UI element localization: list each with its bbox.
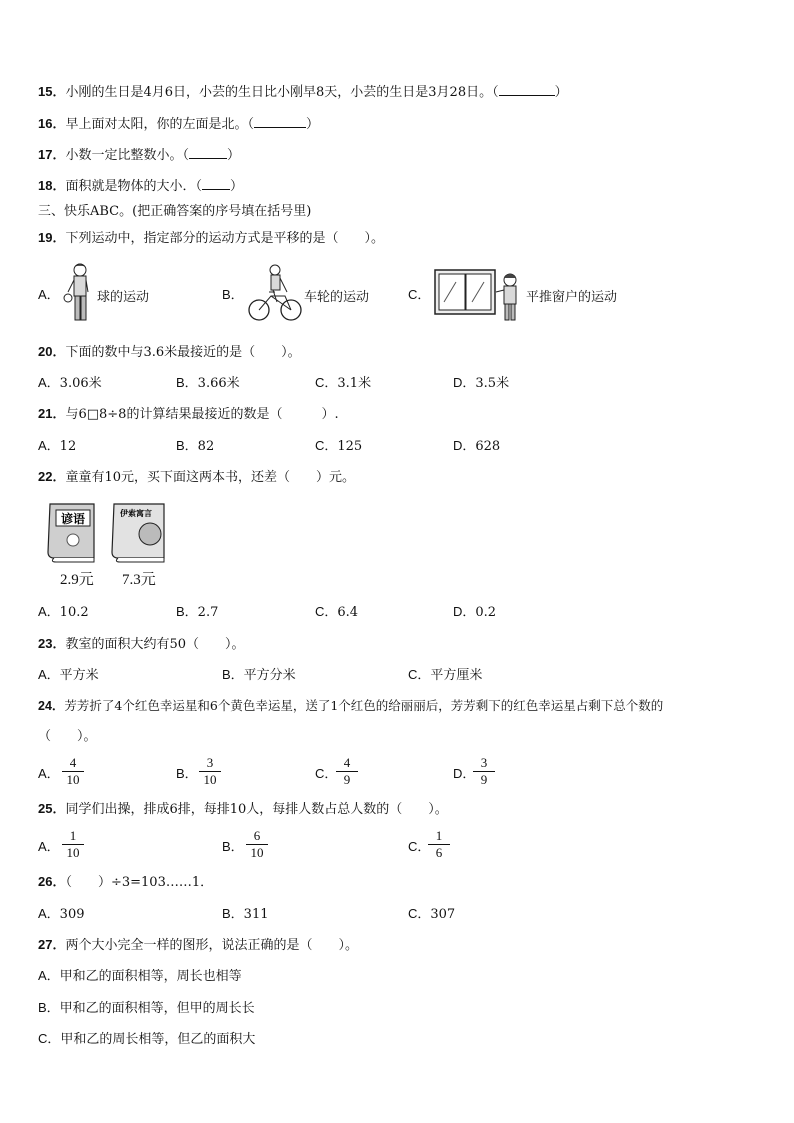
book-price: 7.3元 <box>122 572 156 588</box>
option-a-fraction: $\frac{4}{10}$ <box>62 755 84 788</box>
question-number: 25． <box>38 801 66 816</box>
question-number: 18． <box>38 178 66 193</box>
question-text: 与6□8÷8的计算结果最接近的数是（ ）. <box>65 407 339 422</box>
answer-blank[interactable] <box>202 177 230 190</box>
option-c[interactable]: C．平方厘米 <box>408 667 483 683</box>
question-text: 同学们出操，排成6排，每排10人，每排人数占总人数的（ ）。 <box>65 802 448 817</box>
question-text: 童童有10元，买下面这两本书，还差（ ）元。 <box>65 470 356 485</box>
option-b-fraction: $\frac{6}{10}$ <box>246 828 268 861</box>
option-d[interactable]: D．3.5米 <box>453 375 510 391</box>
option-a[interactable]: A．309 <box>38 906 85 922</box>
question-number: 17． <box>38 147 66 162</box>
question-text: 下列运动中，指定部分的运动方式是平移的是（ ）。 <box>65 231 384 246</box>
option-b[interactable]: B．2.7 <box>176 604 219 620</box>
option-b-text: 车轮的运动 <box>304 290 370 305</box>
question-text: 早上面对太阳，你的左面是北。（ <box>65 117 254 132</box>
option-b[interactable]: B． <box>222 287 244 302</box>
close-paren: ） <box>554 85 568 100</box>
question-text: 小数一定比整数小。（ <box>65 148 189 163</box>
book-proverbs-illustration <box>46 500 100 566</box>
question-24 <box>38 697 663 715</box>
option-b[interactable]: B． <box>222 839 244 854</box>
option-a-fraction: $\frac{1}{10}$ <box>62 828 84 861</box>
option-b[interactable]: B．82 <box>176 438 215 454</box>
boy-bouncing-ball-illustration <box>62 262 102 324</box>
option-c[interactable]: C．125 <box>315 438 363 454</box>
question-25 <box>38 800 448 819</box>
option-c-fraction: $\frac{1}{6}$ <box>428 828 450 861</box>
option-c-text: 平推窗户的运动 <box>526 290 618 305</box>
question-number: 16． <box>38 116 66 131</box>
question-23 <box>38 635 245 654</box>
option-a[interactable]: A． <box>38 766 60 781</box>
answer-blank[interactable] <box>499 83 555 96</box>
answer-blank[interactable] <box>254 115 306 128</box>
option-b[interactable]: B． <box>176 766 198 781</box>
close-paren: ） <box>229 179 243 194</box>
book-aesop-fables-illustration <box>110 500 170 566</box>
close-paren: ） <box>305 117 319 132</box>
question-text: 芳芳折了4个红色幸运星和6个黄色幸运星，送了1个红色的给丽丽后，芳芳剩下的红色幸运星占剩下总个数的 <box>64 698 664 713</box>
option-a[interactable]: A． <box>38 287 60 302</box>
option-c[interactable]: C． <box>408 287 431 302</box>
question-number: 22． <box>38 469 66 484</box>
question-number: 27． <box>38 937 66 952</box>
question-number: 24． <box>38 699 65 713</box>
boy-riding-bicycle-illustration <box>247 262 305 324</box>
question-20 <box>38 343 301 362</box>
option-a-text: 球的运动 <box>97 290 150 305</box>
question-15 <box>38 83 568 102</box>
question-text: 两个大小完全一样的图形，说法正确的是（ ）。 <box>65 938 358 953</box>
question-text: （ ）÷3=103……1． <box>65 875 214 890</box>
option-b[interactable]: B．平方分米 <box>222 667 296 683</box>
option-a[interactable]: A．甲和乙的面积相等，周长也相等 <box>38 968 242 984</box>
option-c[interactable]: C．3.1米 <box>315 375 372 391</box>
option-c-fraction: $\frac{4}{9}$ <box>336 755 358 788</box>
section-heading: 三、快乐ABC。(把正确答案的序号填在括号里) <box>38 204 312 219</box>
question-18 <box>38 177 243 196</box>
option-c[interactable]: C．307 <box>408 906 456 922</box>
option-a[interactable]: A．10.2 <box>38 604 89 620</box>
question-16 <box>38 115 319 134</box>
question-24-continued: （ ）。 <box>38 729 97 744</box>
option-d[interactable]: D．628 <box>453 438 501 454</box>
option-b[interactable]: B．3.66米 <box>176 375 240 391</box>
question-number: 20． <box>38 344 66 359</box>
question-number: 15． <box>38 84 66 99</box>
question-number: 26． <box>38 874 66 889</box>
question-27 <box>38 936 358 955</box>
question-22 <box>38 468 355 487</box>
book-price: 2.9元 <box>60 572 94 588</box>
option-a[interactable]: A．12 <box>38 438 77 454</box>
question-text: 下面的数中与3.6米最接近的是（ ）。 <box>65 345 301 360</box>
option-a[interactable]: A．3.06米 <box>38 375 102 391</box>
book-title: 谚语 <box>60 512 86 526</box>
option-b-fraction: $\frac{3}{10}$ <box>199 755 221 788</box>
option-d[interactable]: D．0.2 <box>453 604 497 620</box>
option-c[interactable]: C．甲和乙的周长相等，但乙的面积大 <box>38 1031 256 1047</box>
question-17 <box>38 146 240 165</box>
question-19 <box>38 229 384 248</box>
option-b[interactable]: B．311 <box>222 906 269 922</box>
option-b[interactable]: B．甲和乙的面积相等，但甲的周长长 <box>38 1000 255 1016</box>
option-d[interactable]: D． <box>453 766 476 781</box>
question-text: 教室的面积大约有50（ ）。 <box>65 637 245 652</box>
sliding-window-illustration <box>434 266 526 322</box>
question-number: 23． <box>38 636 66 651</box>
question-text: 面积就是物体的大小．（ <box>65 179 202 194</box>
question-26 <box>38 873 213 892</box>
option-a[interactable]: A． <box>38 839 60 854</box>
option-c[interactable]: C．6.4 <box>315 604 359 620</box>
answer-blank[interactable] <box>189 146 227 159</box>
close-paren: ） <box>226 148 240 163</box>
option-c[interactable]: C． <box>408 839 431 854</box>
option-c[interactable]: C． <box>315 766 338 781</box>
book-title: 伊索寓言 <box>120 509 152 518</box>
question-21 <box>38 405 339 424</box>
question-number: 19． <box>38 230 66 245</box>
question-number: 21． <box>38 406 66 421</box>
option-a[interactable]: A．平方米 <box>38 667 99 683</box>
option-d-fraction: $\frac{3}{9}$ <box>473 755 495 788</box>
question-text: 小刚的生日是4月6日，小芸的生日比小刚早8天，小芸的生日是3月28日。（ <box>65 85 499 100</box>
